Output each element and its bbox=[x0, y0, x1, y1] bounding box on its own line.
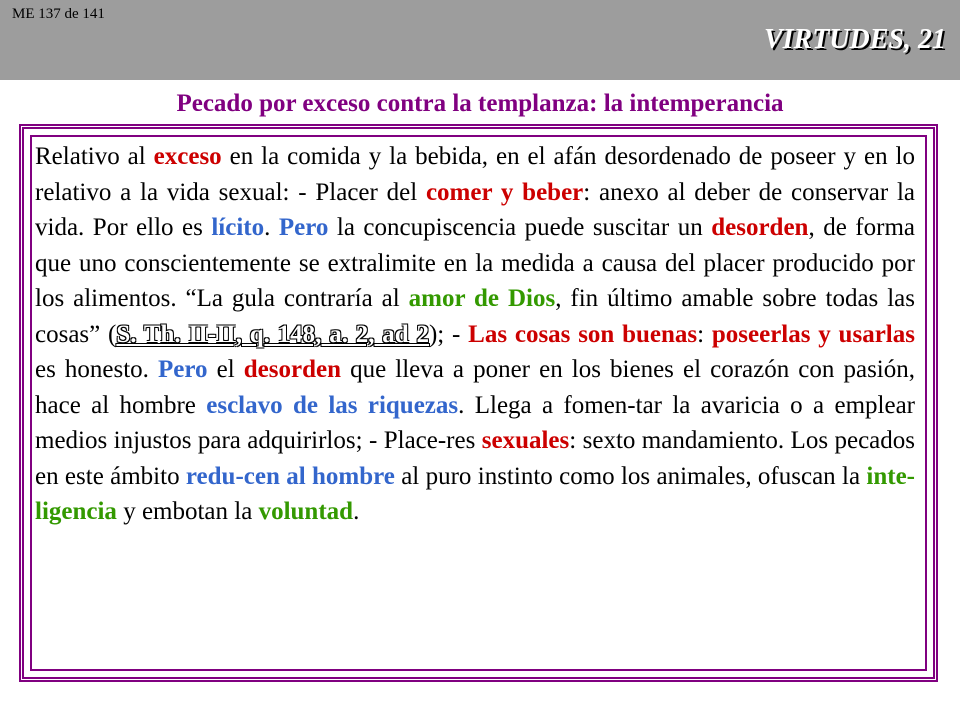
highlight-voluntad: voluntad bbox=[258, 498, 354, 525]
body-text: la concupiscencia puede suscitar un bbox=[328, 214, 712, 241]
highlight-exceso: exceso bbox=[153, 143, 222, 170]
body-text: : sexto mandamiento. Los pecados en este ámbito bbox=[35, 427, 915, 490]
body-text: . Llega a fomen-tar la avaricia o a emplear medios injustos para adquirirlos; - Place-res bbox=[35, 391, 915, 454]
highlight-sexuales: sexuales bbox=[481, 427, 570, 454]
body-text: , de forma que uno conscientemente se extralimite en la medida a causa del placer producido por los alimentos. “La gula contraría al bbox=[35, 214, 915, 312]
body-text: el bbox=[207, 356, 244, 383]
body-text: en la comida y la bebida, en el afán desordenado de poseer y en lo relativo a la vida sexual: - Placer del bbox=[35, 143, 915, 206]
body-text: Relativo al bbox=[35, 143, 154, 170]
body-text: . bbox=[264, 214, 279, 241]
body-paragraph bbox=[35, 139, 915, 530]
page-title: Pecado por exceso contra la templanza: la intemperancia bbox=[176, 90, 784, 117]
header-bar bbox=[0, 0, 960, 80]
highlight-desorden: desorden bbox=[711, 214, 809, 241]
body-text: , fin último amable sobre todas las cosas” ( bbox=[35, 285, 915, 348]
slide-counter: ME 137 de 141 bbox=[12, 6, 105, 22]
highlight-pero-2: Pero bbox=[158, 356, 208, 383]
section-title: VIRTUDES, 21 bbox=[763, 24, 946, 55]
highlight-inteligencia: inte-ligencia bbox=[35, 462, 915, 525]
body-text: y embotan la bbox=[116, 498, 259, 525]
body-text: : anexo al deber de conservar la vida. Por ello es bbox=[35, 178, 915, 241]
body-text: : bbox=[697, 320, 712, 348]
highlight-reducen: redu-cen al hombre bbox=[185, 462, 395, 490]
highlight-poseerlas: poseerlas y usarlas bbox=[711, 320, 915, 348]
body-text: . bbox=[353, 498, 360, 525]
highlight-esclavo: esclavo de las riquezas bbox=[206, 391, 459, 419]
highlight-comer-beber: comer y beber bbox=[425, 178, 584, 206]
body-text: ); - bbox=[428, 320, 469, 348]
body-text: es honesto. bbox=[35, 356, 159, 383]
highlight-cosas-buenas: Las cosas son buenas bbox=[468, 320, 698, 348]
highlight-pero: Pero bbox=[278, 214, 329, 241]
highlight-desorden-2: desorden bbox=[243, 356, 341, 383]
body-text: al puro instinto como los animales, ofuscan la bbox=[394, 462, 867, 490]
highlight-licito: lícito bbox=[211, 214, 265, 241]
highlight-amor-de-dios: amor de Dios bbox=[408, 285, 556, 312]
body-text: que lleva a poner en los bienes el corazón con pasión, hace al hombre bbox=[35, 356, 915, 419]
citation-reference: S. Th. II-II, q. 148, a. 2, ad 2 bbox=[116, 320, 429, 348]
